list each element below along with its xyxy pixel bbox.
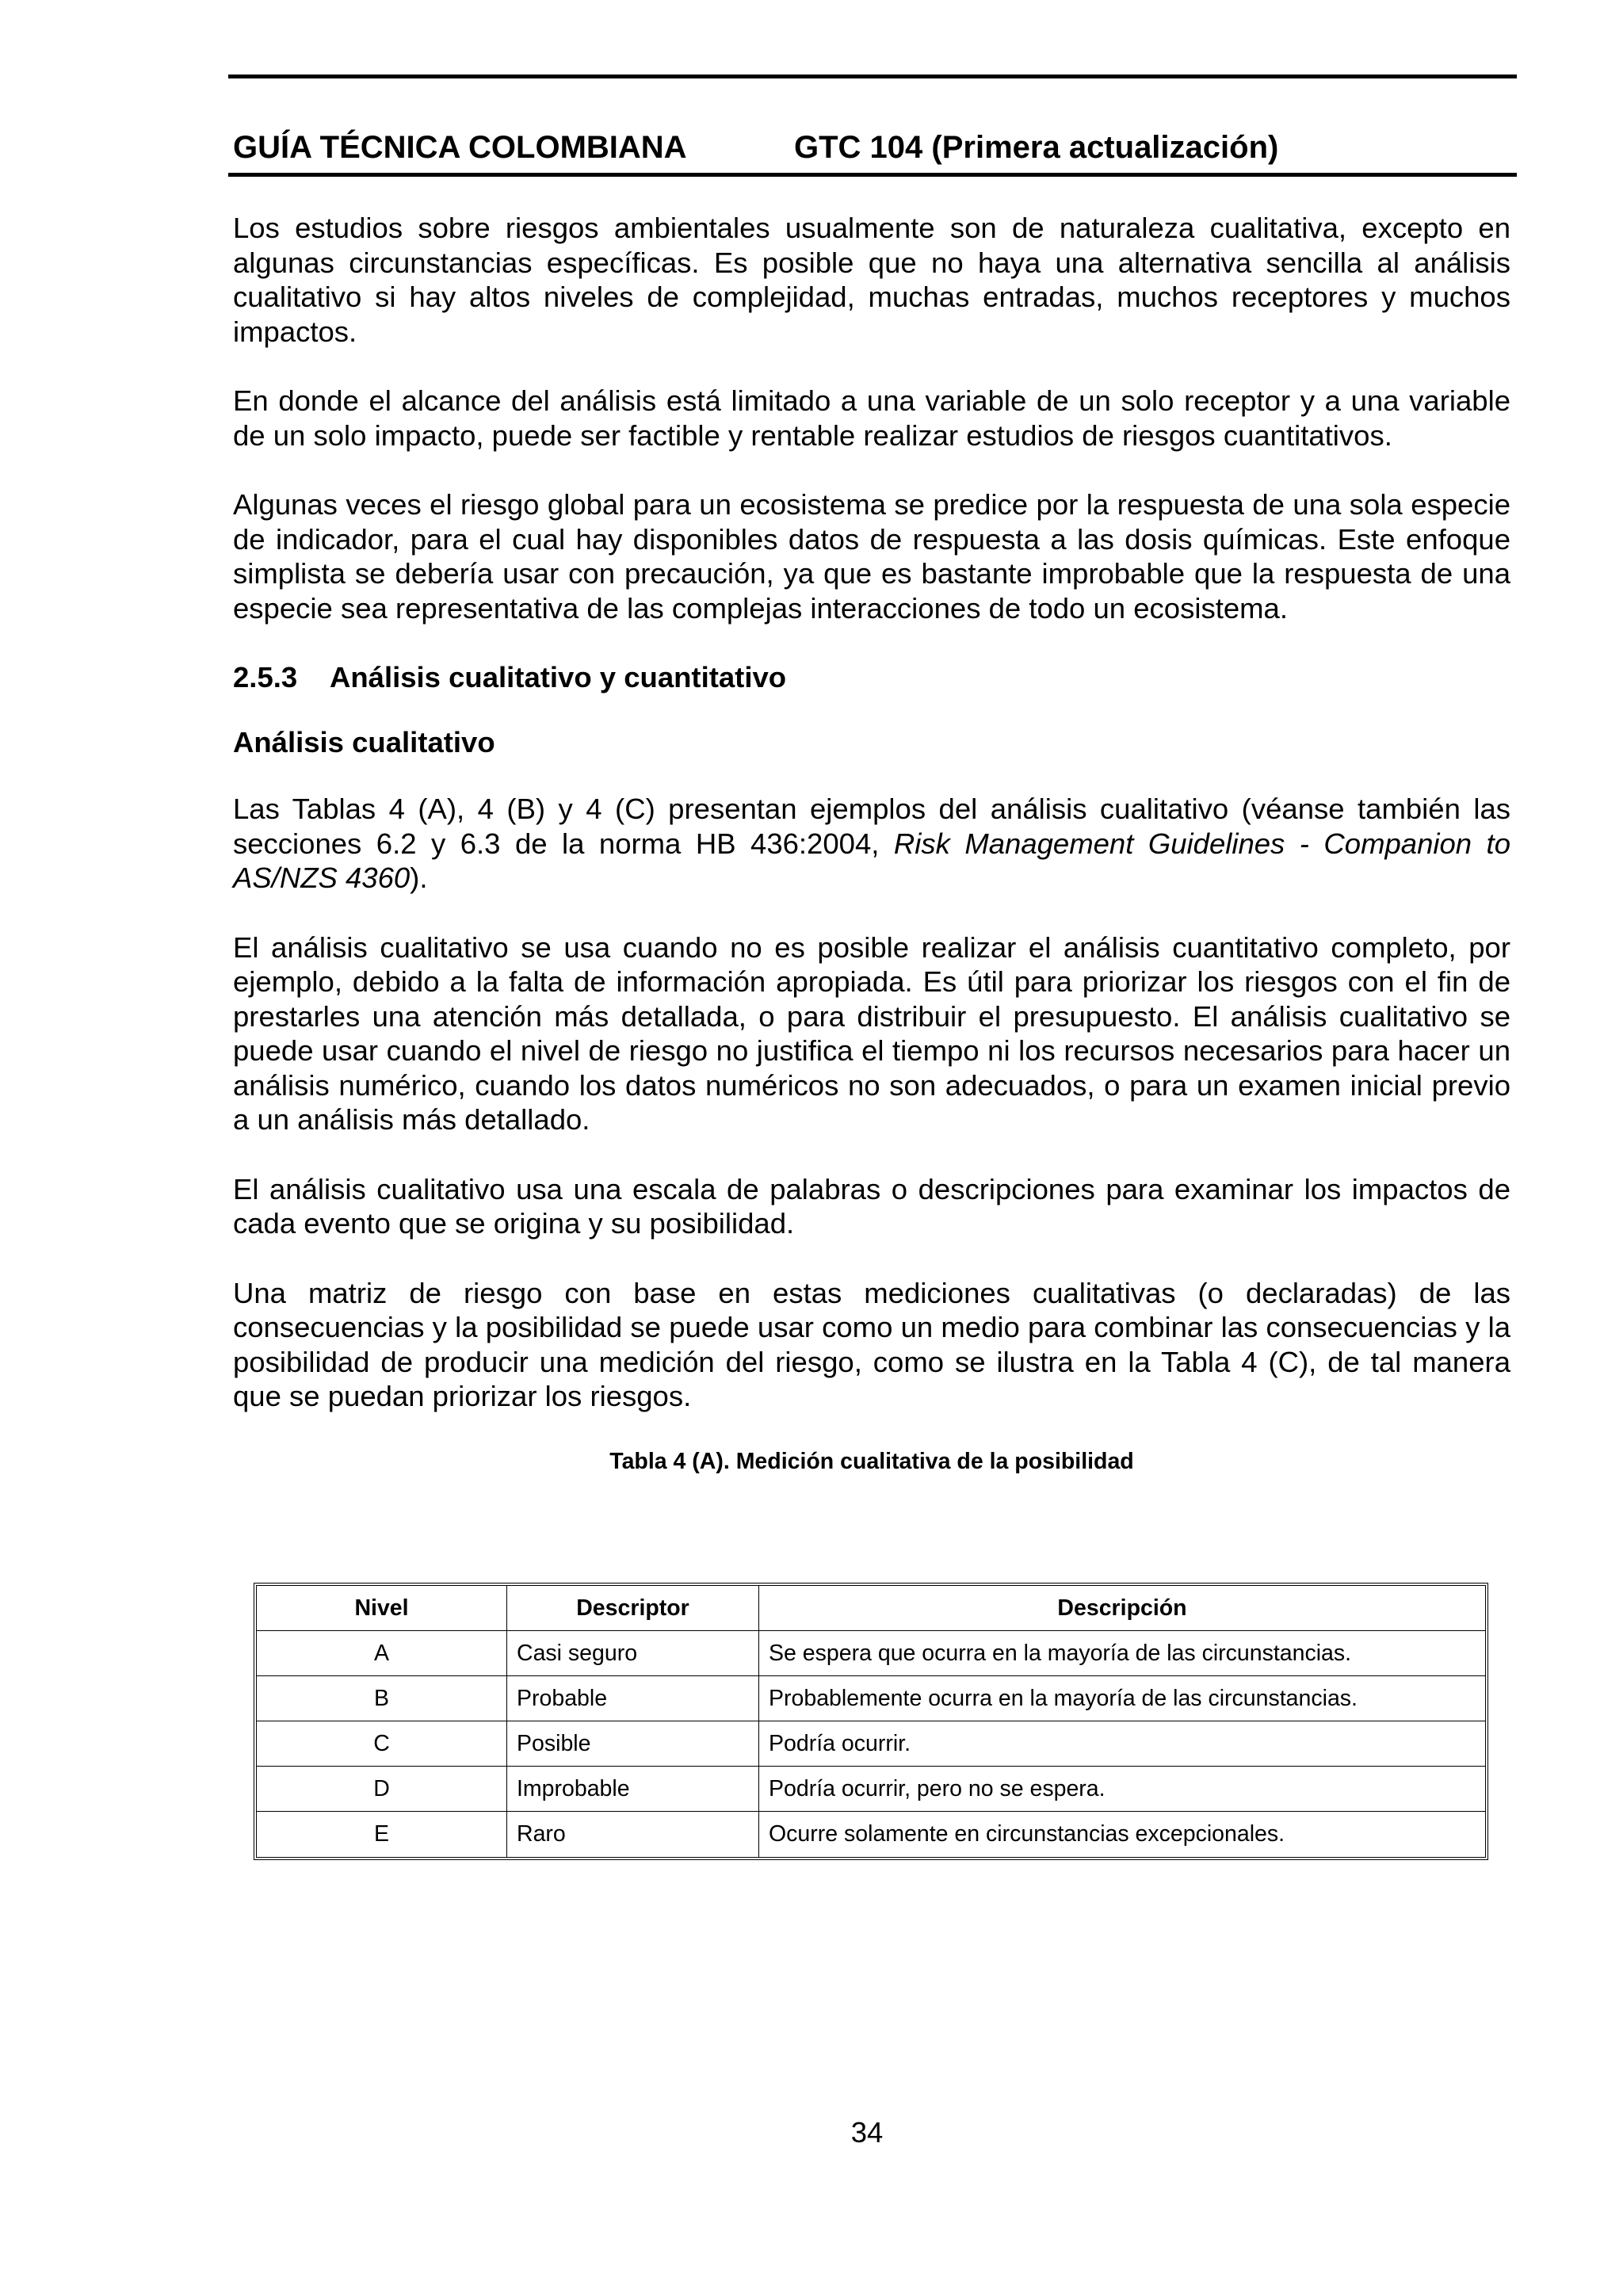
cell-descriptor: Probable [507, 1676, 759, 1721]
cell-descriptor: Casi seguro [507, 1631, 759, 1676]
subheading: Análisis cualitativo [233, 726, 495, 758]
section-heading [233, 660, 1510, 695]
paragraph: Algunas veces el riesgo global para un ecosistema se predice por la respuesta de una sola especie de indicador, para el cual hay disponibles datos de respuesta a las dosis químicas. Este enfoque simplista se debería usar con precaución, ya que es bastante improbable que la respuesta de una especie sea representativa de las complejas interacciones de todo un ecosistema. [233, 488, 1510, 625]
table-row [257, 1812, 1485, 1857]
table-row [257, 1676, 1485, 1721]
column-header-descriptor: Descriptor [507, 1586, 759, 1631]
paragraph: En donde el alcance del análisis está limitado a una variable de un solo receptor y a una variable de un solo impacto, puede ser factible y rentable realizar estudios de riesgos cuantitativos. [233, 384, 1510, 452]
cell-description: Probablemente ocurra en la mayoría de las circunstancias. [759, 1676, 1485, 1721]
cell-level: B [257, 1676, 507, 1721]
paragraph: El análisis cualitativo se usa cuando no es posible realizar el análisis cuantitativo completo, por ejemplo, debido a la falta de información apropiada. Es útil para priorizar los riesgos con el fin de prestarles una atención más detallada, o para distribuir el presupuesto. El análisis cualitativo se puede usar cuando el nivel de riesgo no justifica el tiempo ni los recursos necesarios para hacer un análisis numérico, cuando los datos numéricos no son adecuados, o para un examen inicial previo a un análisis más detallado. [233, 930, 1510, 1136]
cell-description: Podría ocurrir, pero no se espera. [759, 1767, 1485, 1812]
reference-title: Risk Management Guidelines - Companion to AS/NZS 4360 [233, 827, 1511, 894]
table-row [257, 1767, 1485, 1812]
paragraph-text: ). [410, 861, 428, 894]
cell-descriptor: Posible [507, 1721, 759, 1767]
paragraph: Los estudios sobre riesgos ambientales usualmente son de naturaleza cualitativa, excepto en algunas circunstancias específicas. Es posible que no haya una alternativa sencilla al análisis cualitativo si hay altos niveles de complejidad, muchas entradas, muchos receptores y muchos impactos. [233, 212, 1510, 348]
table-caption: Tabla 4 (A). Medición cualitativa de la posibilidad [609, 1448, 1134, 1474]
cell-level: D [257, 1767, 507, 1812]
cell-descriptor: Improbable [507, 1767, 759, 1812]
table-header-row [257, 1586, 1485, 1631]
header-bottom-rule [228, 173, 1517, 177]
table-row [257, 1721, 1485, 1767]
cell-descriptor: Raro [507, 1812, 759, 1857]
header-top-rule [228, 74, 1517, 78]
cell-level: E [257, 1812, 507, 1857]
header-standard-code: GTC 104 (Primera actualización) [794, 130, 1279, 165]
cell-level: A [257, 1631, 507, 1676]
column-header-description: Descripción [759, 1586, 1485, 1631]
header-standard-name: GUÍA TÉCNICA COLOMBIANA [233, 130, 687, 165]
cell-description: Ocurre solamente en circunstancias excepcionales. [769, 1821, 1285, 1847]
body-text [233, 211, 1510, 1504]
column-header-level: Nivel [257, 1586, 507, 1631]
page-number: 34 [850, 2116, 884, 2149]
paragraph-text: Las Tablas 4 (A), 4 (B) y 4 (C) presentan ejemplos del análisis cualitativo (véanse también las secciones 6.2 y 6.3 de la norma HB 436:2004, [233, 793, 1510, 860]
paragraph: El análisis cualitativo usa una escala de palabras o descripciones para examinar los impactos de cada evento que se origina y su posibilidad. [233, 1172, 1510, 1240]
section-number: 2.5.3 [233, 661, 298, 693]
cell-description: Se espera que ocurra en la mayoría de las circunstancias. [759, 1631, 1485, 1676]
likelihood-table [254, 1583, 1488, 1860]
running-header [233, 124, 1517, 171]
paragraph: Una matriz de riesgo con base en estas mediciones cualitativas (o declaradas) de las consecuencias y la posibilidad se puede usar como un medio para combinar las consecuencias y la posibilidad de producir una medición del riesgo, como se ilustra en la Tabla 4 (C), de tal manera que se puedan priorizar los riesgos. [233, 1276, 1510, 1412]
cell-description: Podría ocurrir. [759, 1721, 1485, 1767]
cell-level: C [257, 1721, 507, 1767]
paragraph [233, 792, 1510, 896]
table-row [257, 1631, 1485, 1676]
section-title: Análisis cualitativo y cuantitativo [330, 661, 787, 693]
